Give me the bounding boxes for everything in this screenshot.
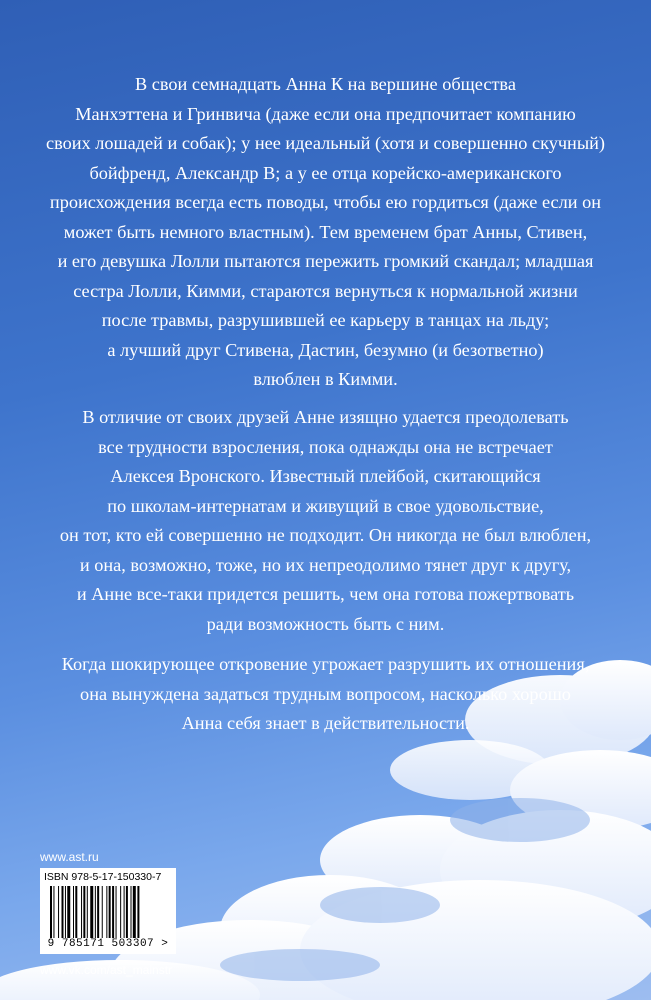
barcode-bar	[120, 886, 121, 938]
barcode-bar	[73, 886, 74, 938]
text-line: после травмы, разрушившей ее карьеру в танцах на льду;	[101, 310, 550, 330]
text-line: происхождения всегда есть поводы, чтобы ею гордиться (даже если он	[49, 192, 602, 212]
text-line: все трудности взросления, пока однажды она не встречает	[98, 436, 553, 457]
barcode-bar	[102, 886, 103, 938]
barcode-bar	[131, 886, 132, 938]
barcode-bar	[62, 886, 64, 938]
barcode-bar	[133, 886, 136, 938]
text-line: влюблен в Кимми.	[253, 369, 398, 389]
text-line: ради возможность быть с ним.	[206, 613, 445, 634]
barcode-bar	[137, 886, 139, 938]
text-line: и Анне все-таки придется решить, чем она готова пожертвовать	[76, 584, 575, 604]
text-line: Манхэттена и Гринвича (даже если она предпочитает компанию	[75, 103, 576, 124]
barcode-bar	[112, 886, 114, 938]
barcode-bars	[50, 886, 166, 938]
barcode-bar	[126, 886, 128, 938]
barcode-bar	[75, 886, 77, 938]
text-line: В свои семнадцать Анна К на вершине общества	[135, 74, 516, 94]
barcode-bar	[50, 886, 52, 938]
text-line: сестра Лолли, Кимми, стараются вернуться к нормальной жизни	[73, 280, 578, 301]
description-paragraph-3	[40, 650, 611, 739]
description-paragraph-1	[40, 70, 611, 395]
barcode-bar	[53, 886, 54, 938]
vk-link[interactable]: www.vk.com/ast_mainstr	[40, 963, 173, 977]
isbn-label: ISBN 978-5-17-150330-7	[44, 871, 162, 883]
text-line: она вынуждена задаться трудным вопросом, насколько хорошо	[80, 683, 571, 704]
barcode-bar	[95, 886, 96, 938]
barcode-bar	[97, 886, 99, 938]
barcode-bar	[83, 886, 85, 938]
text-line: может быть немного властным). Тем временем брат Анны, Стивен,	[63, 221, 588, 242]
barcode-bar	[90, 886, 93, 938]
publisher-website[interactable]: www.ast.ru	[40, 850, 99, 864]
text-line: по школам-интернатам и живущий в свое удовольствие,	[107, 495, 544, 516]
barcode-number: 9 785171 503307 >	[47, 938, 169, 950]
barcode-bar	[87, 886, 88, 938]
barcode-bar	[58, 886, 59, 938]
text-line: бойфренд, Александр В; а у ее отца корейско-американского	[89, 162, 562, 183]
text-line: В отличие от своих друзей Анне изящно удается преодолевать	[82, 407, 569, 427]
barcode-bar	[67, 886, 70, 938]
description-paragraph-2	[40, 403, 611, 639]
barcode	[40, 868, 176, 954]
barcode-bar	[116, 886, 117, 938]
barcode-bar	[109, 886, 111, 938]
barcode-bar	[106, 886, 107, 938]
text-line: Алексея Вронского. Известный плейбой, скитающийся	[110, 466, 541, 486]
text-line: он тот, кто ей совершенно не подходит. Он никогда не был влюблен,	[59, 525, 592, 545]
text-line: своих лошадей и собак); у нее идеальный (хотя и совершенно скучный)	[45, 133, 605, 153]
text-line: и она, возможно, тоже, но их непреодолимо тянет друг к другу,	[79, 554, 572, 575]
text-line: Когда шокирующее откровение угрожает разрушить их отношения,	[61, 654, 590, 674]
text-line: и его девушка Лолли пытаются пережить громкий скандал; младшая	[57, 251, 594, 271]
barcode-bar	[65, 886, 66, 938]
barcode-bar	[124, 886, 125, 938]
barcode-bar	[81, 886, 82, 938]
text-line: Анна себя знает в действительности.	[181, 713, 470, 733]
text-line: а лучший друг Стивена, Дастин, безумно (и безответно)	[107, 339, 544, 360]
